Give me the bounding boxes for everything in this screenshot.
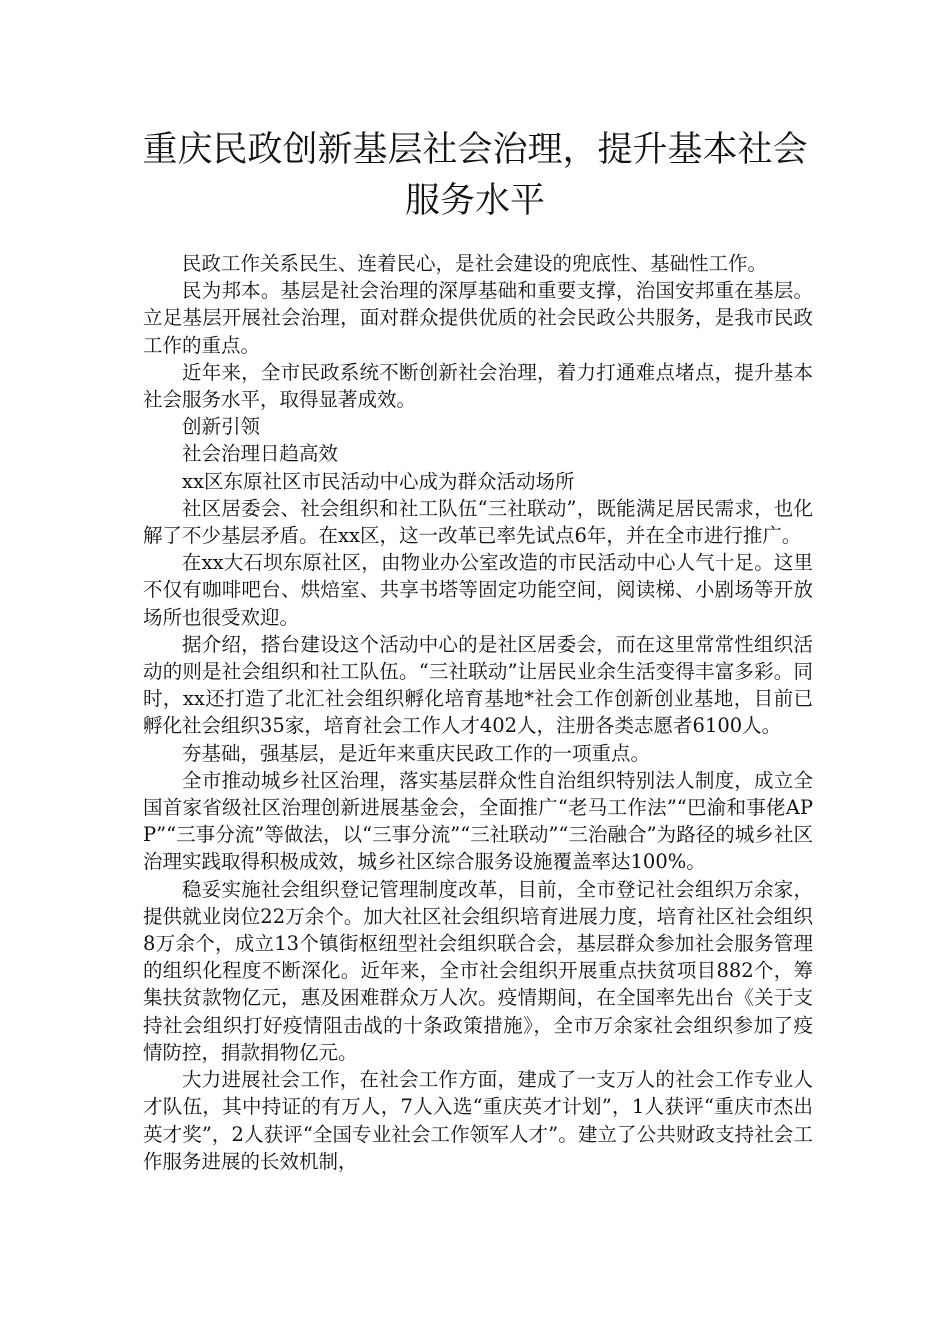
- document-body: [143, 250, 813, 1175]
- paragraph: 在xx大石坝东原社区，由物业办公室改造的市民活动中心人气十足。这里不仅有咖啡吧台、烘焙室、共享书塔等固定功能空间，阅读梯、小剧场等开放场所也很受欢迎。: [143, 551, 813, 629]
- section-heading: 社会治理日趋高效: [182, 442, 339, 466]
- paragraph: 夯基础，强基层，是近年来重庆民政工作的一项重点。: [182, 741, 651, 765]
- paragraph: 稳妥实施社会组织登记管理制度改革，目前，全市登记社会组织万余家，提供就业岗位22万余个。加大社区社会组织培育进展力度，培育社区社会组织8万余个，成立13个镇街枢纽型社会组织联合会，基层群众参加社会服务管理的组织化程度不断深化。近年来，全市社会组织开展重点扶贫项目882个，筹集扶贫款物亿元，惠及困难群众万人次。疫情期间，在全国率先出台《关于支持社会组织打好疫情阻击战的十条政策措施》，全市万余家社会组织参加了疫情防控，捐款捐物亿元。: [143, 877, 813, 1064]
- paragraph: 民政工作关系民生、连着民心，是社会建设的兜底性、基础性工作。: [182, 252, 768, 275]
- section-heading: 创新引领: [182, 415, 261, 439]
- paragraph: 社区居委会、社会组织和社工队伍“三社联动”，既能满足居民需求，也化解了不少基层矛盾。在xx区，这一改革已率先试点6年，并在全市进行推广。: [143, 496, 813, 548]
- image-caption: xx区东原社区市民活动中心成为群众活动场所: [182, 469, 575, 493]
- paragraph: 近年来，全市民政系统不断创新社会治理，着力打通难点堵点，提升基本社会服务水平，取得显著成效。: [143, 360, 813, 412]
- paragraph: 大力进展社会工作，在社会工作方面，建成了一支万人的社会工作专业人才队伍，其中持证的有万人，7人入选“重庆英才计划”，1人获评“重庆市杰出英才奖”，2人获评“全国专业社会工作领军人才”。建立了公共财政支持社会工作服务进展的长效机制，: [143, 1068, 813, 1173]
- paragraph: 据介绍，搭台建设这个活动中心的是社区居委会，而在这里常常性组织活动的则是社会组织和社工队伍。“三社联动”让居民业余生活变得丰富多彩。同时，xx还打造了北汇社会组织孵化培育基地*社会工作创新创业基地，目前已孵化社会组织35家，培育社会工作人才402人，注册各类志愿者6100人。: [143, 632, 813, 738]
- paragraph: 全市推动城乡社区治理，落实基层群众性自治组织特别法人制度，成立全国首家省级社区治理创新进展基金会，全面推广“老马工作法”“巴渝和事佬APP”“三事分流”等做法，以“三事分流”“三社联动”“三治融合”为路径的城乡社区治理实践取得积极成效，城乡社区综合服务设施覆盖率达100%。: [143, 768, 813, 874]
- document-title: 重庆民政创新基层社会治理，提升基本社会服务水平: [142, 130, 808, 221]
- paragraph: 民为邦本。基层是社会治理的深厚基础和重要支撑，治国安邦重在基层。立足基层开展社会治理，面对群众提供优质的社会民政公共服务，是我市民政工作的重点。: [143, 279, 813, 357]
